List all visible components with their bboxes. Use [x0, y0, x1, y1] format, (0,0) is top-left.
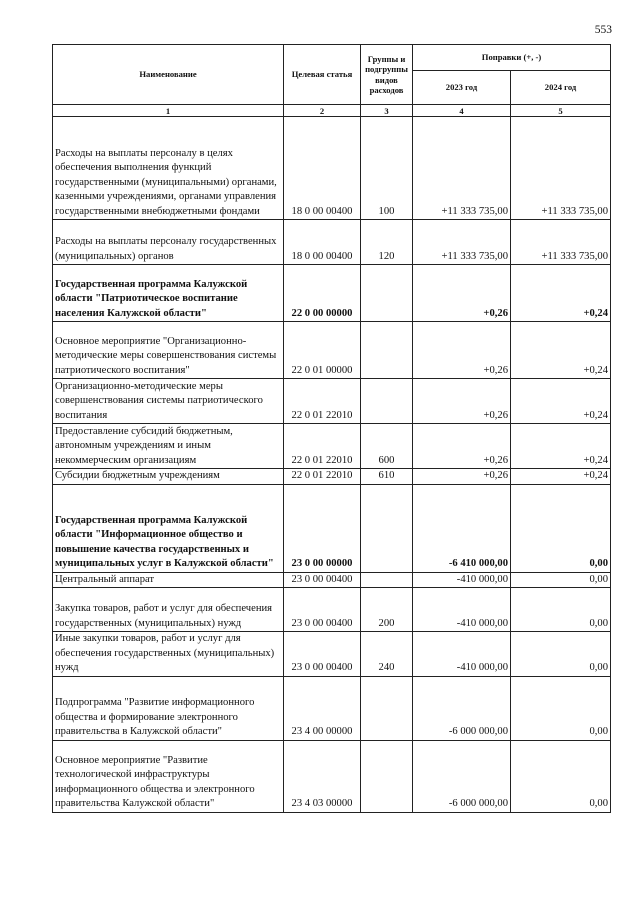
row-group-cell: 610 — [361, 469, 413, 485]
row-name-cell: Организационно-методические меры совершенствования системы патриотического воспитания — [53, 379, 284, 424]
row-value-2024-cell: +0,24 — [511, 379, 611, 424]
row-value-2023-cell: +0,26 — [413, 379, 511, 424]
row-group-cell: 600 — [361, 424, 413, 469]
row-value-2024-cell: 0,00 — [511, 572, 611, 588]
row-group-cell: 200 — [361, 588, 413, 632]
row-name-cell: Центральный аппарат — [53, 572, 284, 588]
page-number: 553 — [594, 24, 612, 36]
budget-amendments-table — [52, 44, 611, 813]
table-row — [53, 572, 611, 588]
row-article-cell: 22 0 01 22010 — [284, 469, 361, 485]
row-article-cell: 22 0 01 00000 — [284, 322, 361, 379]
column-number: 4 — [413, 105, 511, 117]
table-row — [53, 632, 611, 677]
row-value-2024-cell: +0,24 — [511, 424, 611, 469]
row-value-2024-cell: +0,24 — [511, 265, 611, 322]
row-value-2023-cell: -6 000 000,00 — [413, 740, 511, 812]
row-article-cell: 23 0 00 00400 — [284, 632, 361, 677]
row-value-2023-cell: +11 333 735,00 — [413, 220, 511, 265]
table-row — [53, 469, 611, 485]
header-year-2023: 2023 год — [413, 71, 511, 105]
table-row — [53, 117, 611, 220]
row-value-2023-cell: -410 000,00 — [413, 572, 511, 588]
row-name-cell: Подпрограмма "Развитие информационного общества и формирование электронного правительства в Калужской области" — [53, 676, 284, 740]
row-group-cell — [361, 379, 413, 424]
row-group-cell: 100 — [361, 117, 413, 220]
row-name-cell: Расходы на выплаты персоналу государственных (муниципальных) органов — [53, 220, 284, 265]
row-article-cell: 23 0 00 00400 — [284, 588, 361, 632]
row-group-cell: 120 — [361, 220, 413, 265]
table-row — [53, 588, 611, 632]
row-name-cell: Основное мероприятие "Развитие технологической инфраструктуры информационного общества и электронного правительства Калужской области" — [53, 740, 284, 812]
row-value-2023-cell: +0,26 — [413, 424, 511, 469]
row-name-cell: Основное мероприятие "Организационно-методические меры совершенствования системы патриотического воспитания" — [53, 322, 284, 379]
row-value-2024-cell: 0,00 — [511, 740, 611, 812]
row-article-cell: 18 0 00 00400 — [284, 117, 361, 220]
table-row — [53, 379, 611, 424]
row-article-cell: 23 4 00 00000 — [284, 676, 361, 740]
header-name: Наименование — [53, 45, 284, 105]
table-row — [53, 220, 611, 265]
row-value-2024-cell: 0,00 — [511, 588, 611, 632]
row-value-2023-cell: +11 333 735,00 — [413, 117, 511, 220]
table-row — [53, 322, 611, 379]
row-group-cell — [361, 740, 413, 812]
row-article-cell: 23 0 00 00400 — [284, 572, 361, 588]
column-number: 1 — [53, 105, 284, 117]
column-number: 5 — [511, 105, 611, 117]
row-value-2023-cell: -6 410 000,00 — [413, 484, 511, 572]
row-group-cell — [361, 265, 413, 322]
row-name-cell: Иные закупки товаров, работ и услуг для обеспечения государственных (муниципальных) нужд — [53, 632, 284, 677]
header-target-article: Целевая статья — [284, 45, 361, 105]
row-value-2024-cell: 0,00 — [511, 632, 611, 677]
row-value-2023-cell: -410 000,00 — [413, 588, 511, 632]
row-value-2023-cell: +0,26 — [413, 265, 511, 322]
row-name-cell: Субсидии бюджетным учреждениям — [53, 469, 284, 485]
row-article-cell: 23 0 00 00000 — [284, 484, 361, 572]
row-group-cell — [361, 322, 413, 379]
row-value-2023-cell: -6 000 000,00 — [413, 676, 511, 740]
table-row — [53, 676, 611, 740]
row-group-cell: 240 — [361, 632, 413, 677]
row-value-2023-cell: +0,26 — [413, 469, 511, 485]
row-name-cell: Расходы на выплаты персоналу в целях обеспечения выполнения функций государственными (муниципальными) органами, казенными учреждениями, органами управления государственными внебюджетными фондами — [53, 117, 284, 220]
row-article-cell: 22 0 01 22010 — [284, 424, 361, 469]
row-value-2023-cell: +0,26 — [413, 322, 511, 379]
table-row — [53, 484, 611, 572]
row-article-cell: 18 0 00 00400 — [284, 220, 361, 265]
row-value-2024-cell: +0,24 — [511, 322, 611, 379]
header-amendments: Поправки (+, -) — [413, 45, 611, 71]
row-name-cell: Государственная программа Калужской области "Информационное общество и повышение качества государственных и муниципальных услуг в Калужской области" — [53, 484, 284, 572]
header-groups: Группы и подгруппы видов расходов — [361, 45, 413, 105]
table-row — [53, 424, 611, 469]
row-value-2024-cell: 0,00 — [511, 484, 611, 572]
header-year-2024: 2024 год — [511, 71, 611, 105]
row-article-cell: 22 0 01 22010 — [284, 379, 361, 424]
row-value-2024-cell: +11 333 735,00 — [511, 220, 611, 265]
row-group-cell — [361, 484, 413, 572]
table-row — [53, 265, 611, 322]
row-value-2023-cell: -410 000,00 — [413, 632, 511, 677]
column-number: 3 — [361, 105, 413, 117]
row-article-cell: 22 0 00 00000 — [284, 265, 361, 322]
column-number: 2 — [284, 105, 361, 117]
row-article-cell: 23 4 03 00000 — [284, 740, 361, 812]
row-value-2024-cell: +11 333 735,00 — [511, 117, 611, 220]
row-name-cell: Государственная программа Калужской области "Патриотическое воспитание населения Калужской области" — [53, 265, 284, 322]
row-group-cell — [361, 572, 413, 588]
row-name-cell: Предоставление субсидий бюджетным, автономным учреждениям и иным некоммерческим организациям — [53, 424, 284, 469]
row-value-2024-cell: 0,00 — [511, 676, 611, 740]
row-value-2024-cell: +0,24 — [511, 469, 611, 485]
row-name-cell: Закупка товаров, работ и услуг для обеспечения государственных (муниципальных) нужд — [53, 588, 284, 632]
row-group-cell — [361, 676, 413, 740]
table-row — [53, 740, 611, 812]
